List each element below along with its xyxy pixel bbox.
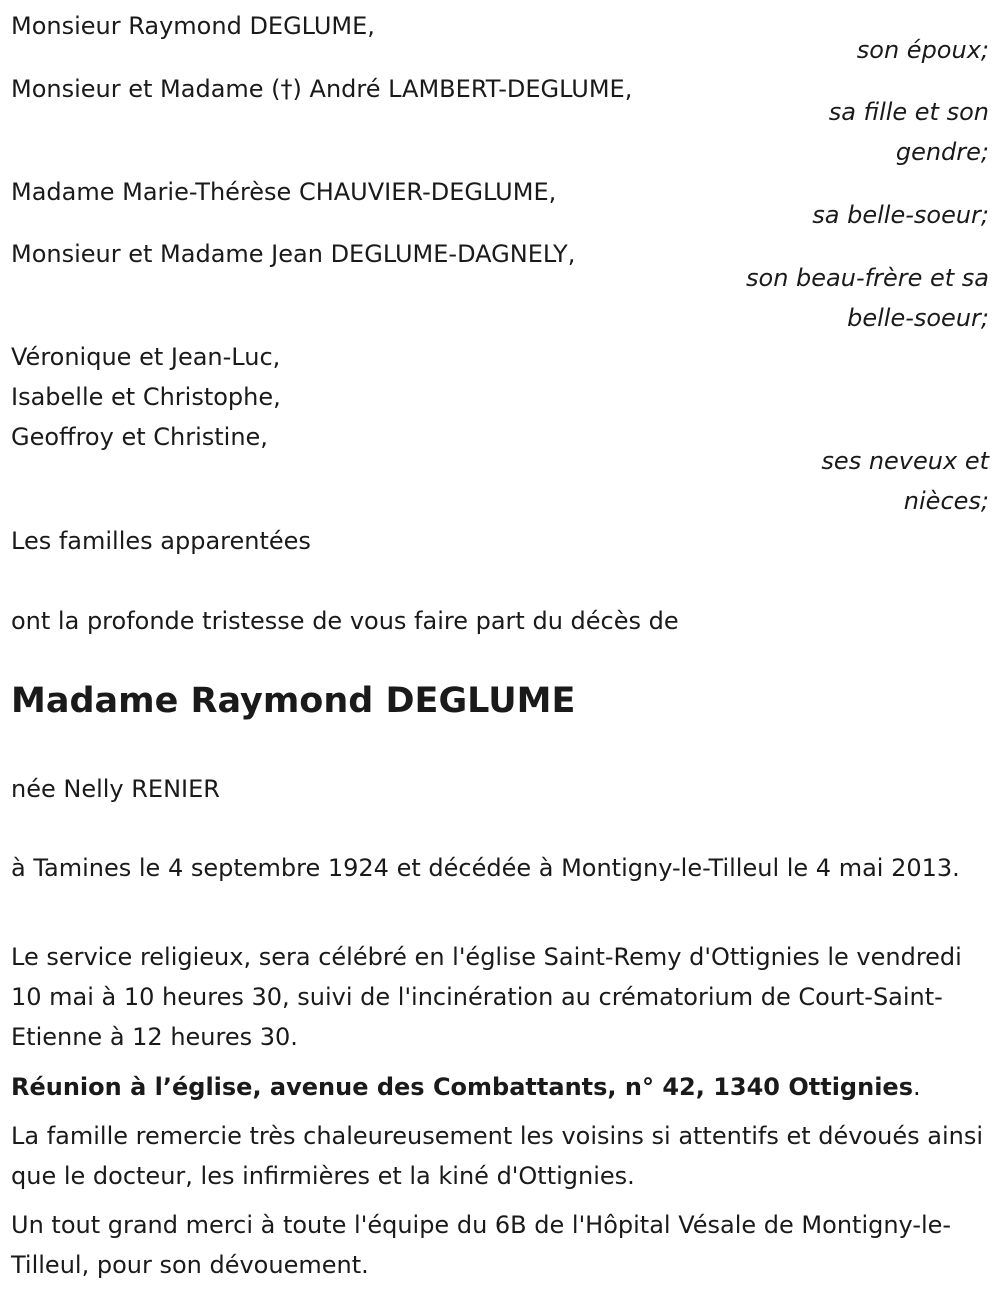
grandchildren-relation: ses neveux et	[821, 447, 989, 475]
service-text: Le service religieux, sera célébré en l'église Saint-Remy d'Ottignies le vendredi 10 mai à 10 heures 30, suivi de l'incinération au crématorium de Court-Saint-Etienne à 12 heures 30.	[11, 943, 962, 1051]
birth-death-text: à Tamines le 4 septembre 1924 et décédée à Montigny-le-Tilleul le 4 mai 2013.	[11, 854, 960, 882]
family-member-name: Monsieur et Madame Jean DEGLUME-DAGNELY,	[11, 240, 576, 268]
grandchildren-relation: nièces;	[903, 487, 989, 515]
maiden-name: née Nelly RENIER	[11, 775, 220, 803]
family-relation: sa belle-soeur;	[812, 201, 989, 229]
related-families: Les familles apparentées	[11, 527, 311, 555]
family-relation: gendre;	[895, 138, 989, 166]
family-member-name: Madame Marie-Thérèse CHAUVIER-DEGLUME,	[11, 178, 557, 206]
family-relation: son époux;	[856, 36, 989, 64]
family-relation: belle-soeur;	[847, 304, 989, 332]
meeting-text: Réunion à l’église, avenue des Combattants, n° 42, 1340 Ottignies.	[11, 1073, 921, 1101]
grandchildren-name: Véronique et Jean-Luc,	[11, 343, 281, 371]
deceased-name: Madame Raymond DEGLUME	[11, 681, 576, 721]
family-member-name: Monsieur Raymond DEGLUME,	[11, 12, 375, 40]
meeting-address: Réunion à l’église, avenue des Combattants, n° 42, 1340 Ottignies	[11, 1073, 913, 1101]
thanks-text: La famille remercie très chaleureusement les voisins si attentifs et dévoués ainsi que le docteur, les infirmières et la kiné d'Ottignies.	[11, 1122, 984, 1190]
cross-icon: †	[280, 75, 293, 103]
family-relation: son beau-frère et sa	[746, 264, 989, 292]
family-relation: sa fille et son	[828, 98, 989, 126]
thanks-text: Un tout grand merci à toute l'équipe du 6B de l'Hôpital Vésale de Montigny-le-Tilleul, pour son dévouement.	[11, 1211, 952, 1279]
grandchildren-name: Isabelle et Christophe,	[11, 383, 281, 411]
family-member-name: Monsieur et Madame (†) André LAMBERT-DEGLUME,	[11, 75, 633, 103]
announcement-text: ont la profonde tristesse de vous faire part du décès de	[11, 607, 679, 635]
grandchildren-name: Geoffroy et Christine,	[11, 423, 268, 451]
